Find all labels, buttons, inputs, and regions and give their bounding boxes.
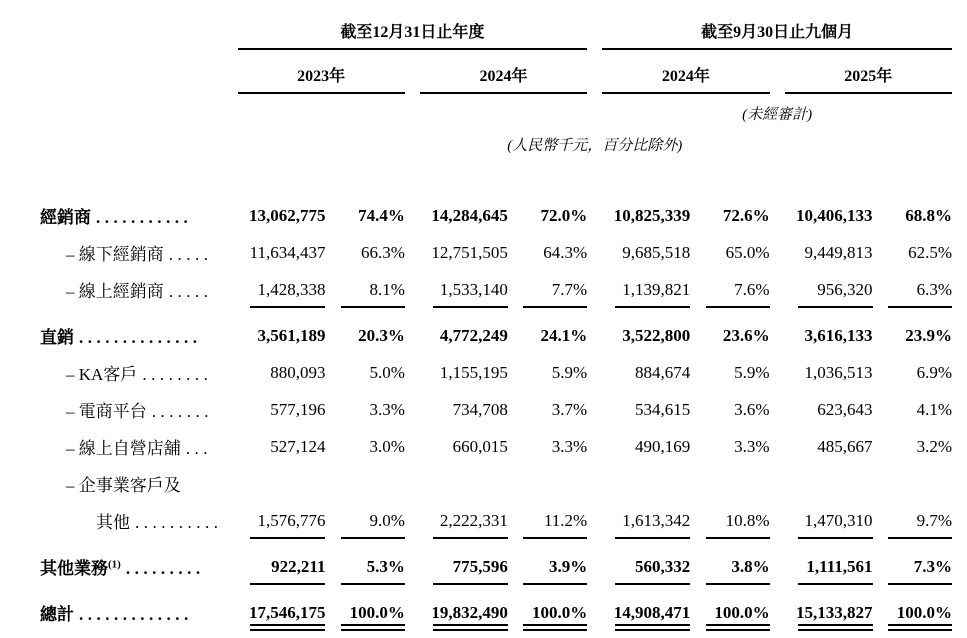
amount-cell: 1,036,513 bbox=[804, 362, 873, 382]
percent-cell: 3.9% bbox=[523, 548, 587, 585]
percent-cell: 6.3% bbox=[888, 271, 952, 308]
percent-cell: 3.3% bbox=[734, 436, 770, 456]
percent-cell: 3.7% bbox=[551, 399, 588, 419]
amount-cell: 10,406,133 bbox=[796, 205, 873, 225]
percent-cell: 4.1% bbox=[916, 399, 952, 419]
row-label-text: 其他 bbox=[96, 513, 130, 532]
table-row bbox=[40, 354, 952, 391]
percent-cell: 74.4% bbox=[358, 205, 405, 225]
amount-cell: 1,155,195 bbox=[439, 362, 508, 382]
percent-cell: 5.9% bbox=[734, 362, 770, 382]
amount-cell: 15,133,827 bbox=[785, 594, 873, 631]
percent-cell: 3.3% bbox=[369, 399, 405, 419]
dot-leader: ..... bbox=[168, 245, 213, 264]
table-row bbox=[40, 502, 952, 539]
row-label bbox=[40, 234, 223, 271]
amount-cell: 485,667 bbox=[817, 436, 873, 456]
percent-cell: 72.6% bbox=[722, 205, 770, 225]
amount-cell: 17,546,175 bbox=[238, 594, 326, 631]
year-header-2024-fy: 2024年 bbox=[420, 50, 587, 94]
revenue-breakdown-table bbox=[25, 6, 967, 631]
unaudited-note-row bbox=[40, 94, 952, 124]
table-row bbox=[40, 594, 952, 631]
dot-leader: ..... bbox=[168, 282, 213, 301]
spacer bbox=[40, 155, 952, 197]
table-row bbox=[40, 428, 952, 465]
percent-cell: 23.9% bbox=[905, 325, 952, 345]
percent-cell: 9.0% bbox=[340, 502, 404, 539]
amount-cell: 1,533,140 bbox=[420, 271, 508, 308]
percent-cell: 62.5% bbox=[908, 242, 952, 262]
unaudited-note: (未經審計) bbox=[742, 107, 813, 123]
dot-leader: ........ bbox=[142, 365, 213, 384]
amount-cell: 734,708 bbox=[452, 399, 508, 419]
dot-leader: ......... bbox=[125, 559, 205, 578]
row-label bbox=[40, 317, 223, 354]
row-label-text: – 電商平台 bbox=[66, 402, 147, 421]
amount-cell: 3,561,189 bbox=[257, 325, 326, 345]
table-row bbox=[40, 391, 952, 428]
percent-cell: 23.6% bbox=[722, 325, 770, 345]
period-group-header-row bbox=[40, 6, 952, 50]
row-label bbox=[40, 502, 223, 539]
amount-cell: 1,111,561 bbox=[785, 548, 873, 585]
amount-cell: 3,616,133 bbox=[804, 325, 873, 345]
percent-cell: 6.9% bbox=[916, 362, 952, 382]
amount-cell: 527,124 bbox=[270, 436, 326, 456]
dot-leader: ........... bbox=[96, 208, 193, 227]
percent-cell: 24.1% bbox=[540, 325, 588, 345]
header-spacer bbox=[40, 94, 587, 124]
header-spacer bbox=[40, 6, 223, 50]
units-note: (人民幣千元，百分比除外) bbox=[507, 138, 683, 154]
percent-cell: 3.0% bbox=[369, 436, 405, 456]
amount-cell: 3,522,800 bbox=[622, 325, 691, 345]
amount-cell: 9,685,518 bbox=[622, 242, 691, 262]
row-gap bbox=[40, 585, 952, 594]
year-header-2023: 2023年 bbox=[238, 50, 405, 94]
column-group-nine-months-sep30: 截至9月30日止九個月 bbox=[602, 6, 952, 50]
amount-cell: 660,015 bbox=[452, 436, 508, 456]
percent-cell: 7.7% bbox=[523, 271, 587, 308]
table-row bbox=[40, 317, 952, 354]
row-label bbox=[40, 271, 223, 308]
percent-cell: 7.6% bbox=[705, 271, 769, 308]
amount-cell: 13,062,775 bbox=[248, 205, 326, 225]
percent-cell: 100.0% bbox=[888, 594, 952, 631]
percent-cell: 72.0% bbox=[540, 205, 588, 225]
table-row bbox=[40, 234, 952, 271]
amount-cell: 922,211 bbox=[238, 548, 326, 585]
row-label bbox=[40, 354, 223, 391]
dot-leader: ............. bbox=[79, 605, 193, 624]
amount-cell: 490,169 bbox=[634, 436, 691, 456]
row-label bbox=[40, 391, 223, 428]
amount-cell: 4,772,249 bbox=[439, 325, 508, 345]
row-gap bbox=[40, 539, 952, 548]
row-label-text: – 線上經銷商 bbox=[66, 282, 164, 301]
spacer bbox=[40, 539, 952, 548]
amount-cell: 1,139,821 bbox=[602, 271, 690, 308]
header-spacer bbox=[40, 124, 223, 155]
row-label-text: – KA客戶 bbox=[66, 365, 138, 384]
percent-cell: 10.8% bbox=[705, 502, 769, 539]
table-row bbox=[40, 548, 952, 585]
dot-leader: ....... bbox=[151, 402, 213, 421]
percent-cell: 3.6% bbox=[734, 399, 770, 419]
amount-cell: 11,634,437 bbox=[249, 242, 326, 262]
percent-cell: 5.0% bbox=[369, 362, 405, 382]
percent-cell: 3.8% bbox=[705, 548, 769, 585]
year-header-2025-9m: 2025年 bbox=[785, 50, 952, 94]
table-row bbox=[40, 197, 952, 234]
amount-cell: 1,470,310 bbox=[785, 502, 873, 539]
amount-cell: 560,332 bbox=[602, 548, 690, 585]
percent-cell: 9.7% bbox=[888, 502, 952, 539]
percent-cell: 7.3% bbox=[888, 548, 952, 585]
empty-cells bbox=[238, 465, 953, 502]
percent-cell: 100.0% bbox=[340, 594, 404, 631]
amount-cell: 9,449,813 bbox=[804, 242, 873, 262]
header-spacer bbox=[40, 50, 223, 94]
row-label-text: 其他業務 bbox=[40, 559, 108, 578]
row-label bbox=[40, 197, 223, 234]
table-row bbox=[40, 465, 952, 502]
percent-cell: 3.2% bbox=[916, 436, 952, 456]
row-label bbox=[40, 465, 223, 502]
footnote-marker: (1) bbox=[108, 558, 121, 571]
amount-cell: 14,908,471 bbox=[602, 594, 690, 631]
percent-cell: 100.0% bbox=[705, 594, 769, 631]
amount-cell: 1,613,342 bbox=[602, 502, 690, 539]
units-note-row bbox=[40, 124, 952, 155]
column-group-year-ended-dec31: 截至12月31日止年度 bbox=[238, 6, 588, 50]
amount-cell: 880,093 bbox=[270, 362, 326, 382]
amount-cell: 19,832,490 bbox=[420, 594, 508, 631]
percent-cell: 8.1% bbox=[340, 271, 404, 308]
row-label-text: – 線上自營店舖 bbox=[66, 439, 181, 458]
percent-cell: 11.2% bbox=[523, 502, 587, 539]
row-label-text: – 企事業客戶及 bbox=[66, 476, 181, 495]
percent-cell: 66.3% bbox=[360, 242, 405, 262]
percent-cell: 20.3% bbox=[358, 325, 405, 345]
amount-cell: 1,576,776 bbox=[238, 502, 326, 539]
percent-cell: 3.3% bbox=[551, 436, 588, 456]
amount-cell: 1,428,338 bbox=[238, 271, 326, 308]
dot-leader: ... bbox=[185, 439, 212, 458]
year-header-row bbox=[40, 50, 952, 94]
amount-cell: 577,196 bbox=[270, 399, 326, 419]
percent-cell: 65.0% bbox=[725, 242, 770, 262]
row-label-text: 總計 bbox=[40, 605, 74, 624]
row-label bbox=[40, 548, 223, 585]
amount-cell: 956,320 bbox=[785, 271, 873, 308]
table-row bbox=[40, 271, 952, 308]
amount-cell: 775,596 bbox=[420, 548, 508, 585]
header-gap bbox=[40, 155, 952, 197]
row-label bbox=[40, 428, 223, 465]
amount-cell: 534,615 bbox=[634, 399, 691, 419]
row-gap bbox=[40, 308, 952, 317]
row-label-text: 經銷商 bbox=[40, 208, 91, 227]
amount-cell: 884,674 bbox=[634, 362, 691, 382]
percent-cell: 5.3% bbox=[340, 548, 404, 585]
spacer bbox=[40, 308, 952, 317]
percent-cell: 100.0% bbox=[523, 594, 587, 631]
spacer bbox=[40, 585, 952, 594]
percent-cell: 64.3% bbox=[543, 242, 588, 262]
amount-cell: 14,284,645 bbox=[431, 205, 508, 225]
year-header-2024-9m: 2024年 bbox=[602, 50, 769, 94]
amount-cell: 2,222,331 bbox=[420, 502, 508, 539]
percent-cell: 5.9% bbox=[551, 362, 588, 382]
row-label-text: 直銷 bbox=[40, 328, 74, 347]
amount-cell: 12,751,505 bbox=[431, 242, 508, 262]
row-label bbox=[40, 594, 223, 631]
amount-cell: 10,825,339 bbox=[613, 205, 691, 225]
percent-cell: 68.8% bbox=[905, 205, 952, 225]
amount-cell: 623,643 bbox=[817, 399, 873, 419]
dot-leader: .......... bbox=[135, 513, 223, 532]
row-label-text: – 線下經銷商 bbox=[66, 245, 164, 264]
dot-leader: .............. bbox=[79, 328, 202, 347]
